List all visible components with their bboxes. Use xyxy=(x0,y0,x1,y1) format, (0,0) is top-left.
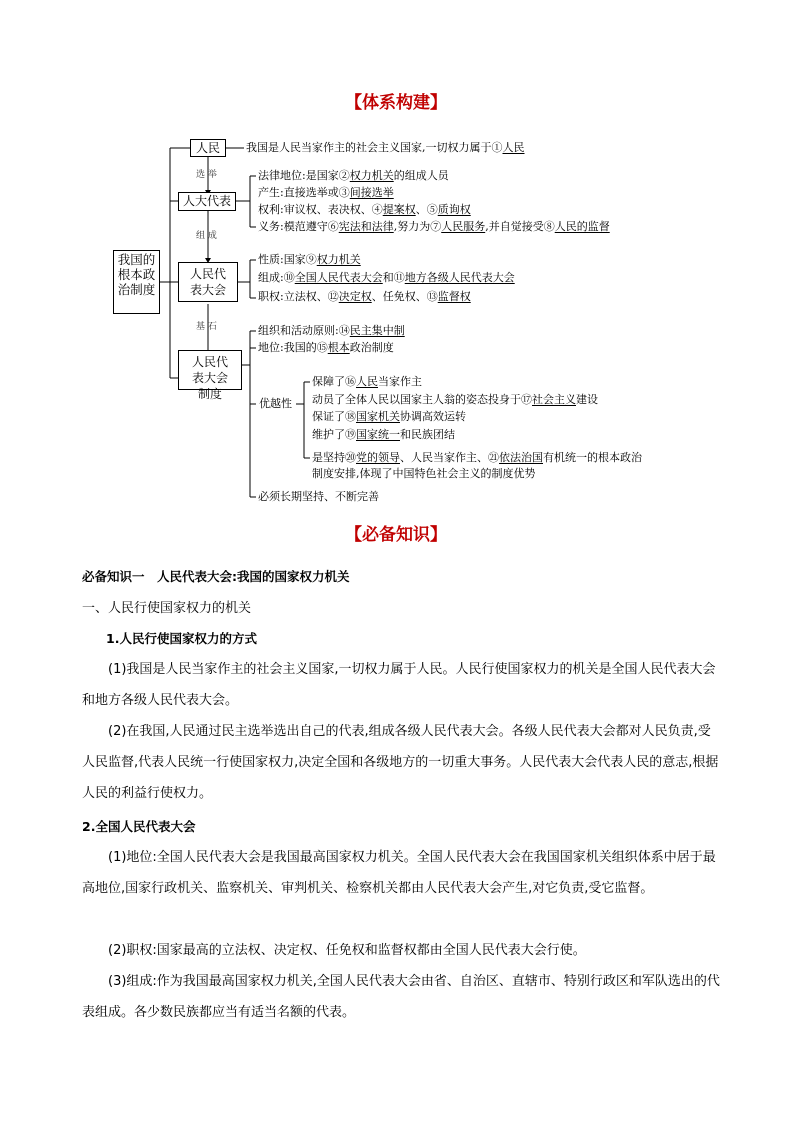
answer-3: 间接选举 xyxy=(349,186,394,199)
system-persist: 必须长期坚持、不断完善 xyxy=(258,490,379,503)
advantage-4: 维护了⑲国家统一和民族团结 xyxy=(312,428,455,441)
system-box xyxy=(178,350,242,401)
answer-16: 人民 xyxy=(356,375,378,388)
answer-17: 社会主义 xyxy=(532,393,576,406)
deputies-legal-status: 法律地位:是国家②权力机关的组成人员 xyxy=(258,169,449,182)
people-label: 人民 xyxy=(195,141,220,155)
subsection-2-title: 2.全国人民代表大会 xyxy=(82,819,196,834)
congress-box xyxy=(178,262,238,302)
subsection-1-title: 1.人民行使国家权力的方式 xyxy=(106,631,257,646)
people-box xyxy=(190,139,226,157)
system-label: 人民代表大会制度 xyxy=(191,355,228,401)
advantage-5-line2: 制度安排,体现了中国特色社会主义的制度优势 xyxy=(312,467,536,480)
answer-15: 根本 xyxy=(327,341,350,354)
congress-nature: 性质:国家⑨权力机关 xyxy=(258,253,361,266)
system-status: 地位:我国的⑮根本政治制度 xyxy=(258,341,394,354)
edge-election: 选 举 xyxy=(196,170,217,180)
congress-composition: 组成:⑩全国人民代表大会和⑪地方各级人民代表大会 xyxy=(258,271,515,284)
answer-7: 人民服务 xyxy=(441,220,486,233)
paragraph-3: (1)地位:全国人民代表大会是我国最高国家权力机关。全国人民代表大会在我国国家机关组织体系中居于最高地位,国家行政机关、监察机关、审判机关、检察机关都由人民代表大会产生,对它负责,受它监督。 xyxy=(82,850,716,896)
answer-5: 质询权 xyxy=(437,203,471,216)
root-box xyxy=(113,250,160,314)
answer-4: 提案权 xyxy=(382,203,416,216)
advantage-3: 保证了⑱国家机关协调高效运转 xyxy=(312,410,466,423)
deputies-label: 人大代表 xyxy=(182,194,231,208)
section-1-title: 一、人民行使国家权力的机关 xyxy=(82,601,252,616)
answer-8: 人民的监督 xyxy=(554,220,610,233)
congress-powers: 职权:立法权、⑫决定权、任免权、⑬监督权 xyxy=(258,290,471,303)
system-title: 【体系构建】 xyxy=(345,93,447,113)
answer-19: 国家统一 xyxy=(356,428,400,441)
deputies-election: 产生:直接选举或③间接选举 xyxy=(258,186,394,199)
edge-foundation: 基 石 xyxy=(196,322,217,332)
answer-6: 宪法和法律 xyxy=(338,220,394,233)
paragraph-5: (3)组成:作为我国最高国家权力机关,全国人民代表大会由省、自治区、直辖市、特别行政区和军队选出的代表组成。各少数民族都应当有适当名额的代表。 xyxy=(82,974,720,1020)
answer-10: 全国人民代表大会 xyxy=(294,271,383,284)
advantage-1: 保障了⑯人民当家作主 xyxy=(312,375,422,388)
answer-9: 权力机关 xyxy=(316,253,361,266)
answer-14: 民主集中制 xyxy=(349,324,405,337)
answer-18: 国家机关 xyxy=(356,410,400,423)
deputies-rights: 权利:审议权、表决权、④提案权、⑤质询权 xyxy=(258,203,471,216)
paragraph-2: (2)在我国,人民通过民主选举选出自己的代表,组成各级人民代表大会。各级人民代表大会都对人民负责,受人民监督,代表人民统一行使国家权力,决定全国和各级地方的一切重大事务。人民代表大会代表人民的意志,根据人民的利益行使权力。 xyxy=(82,724,719,801)
answer-21: 依法治国 xyxy=(499,451,543,464)
answer-11: 地方各级人民代表大会 xyxy=(404,271,515,284)
advantage-2: 动员了全体人民以国家主人翁的姿态投身于⑰社会主义建设 xyxy=(312,393,598,406)
deputies-duties: 义务:模范遵守⑥宪法和法律,努力为⑦人民服务,并自觉接受⑧人民的监督 xyxy=(258,220,610,233)
congress-label: 人民代表大会 xyxy=(189,267,226,297)
edge-compose: 组 成 xyxy=(196,231,217,241)
answer-13: 监督权 xyxy=(437,290,471,303)
knowledge-heading: 必备知识一 人民代表大会:我国的国家权力机关 xyxy=(82,569,350,584)
advantage-5: 是坚持⑳党的领导、人民当家作主、㉑依法治国有机统一的根本政治 xyxy=(312,451,642,464)
people-desc: 我国是人民当家作主的社会主义国家,一切权力属于①人民 xyxy=(246,141,525,154)
answer-2: 权力机关 xyxy=(349,169,394,182)
answer-1: 人民 xyxy=(502,141,525,154)
root-label: 我国的根本政治制度 xyxy=(117,252,156,297)
system-principle: 组织和活动原则:⑭民主集中制 xyxy=(258,324,405,337)
answer-12: 决定权 xyxy=(338,290,372,303)
answer-20: 党的领导 xyxy=(356,451,400,464)
knowledge-title: 【必备知识】 xyxy=(345,525,447,545)
deputies-box xyxy=(178,192,236,211)
paragraph-4: (2)职权:国家最高的立法权、决定权、任免权和监督权都由全国人民代表大会行使。 xyxy=(108,943,586,958)
paragraph-1: (1)我国是人民当家作主的社会主义国家,一切权力属于人民。人民行使国家权力的机关是全国人民代表大会和地方各级人民代表大会。 xyxy=(82,662,716,708)
advantage-label: 优越性 xyxy=(259,397,292,410)
